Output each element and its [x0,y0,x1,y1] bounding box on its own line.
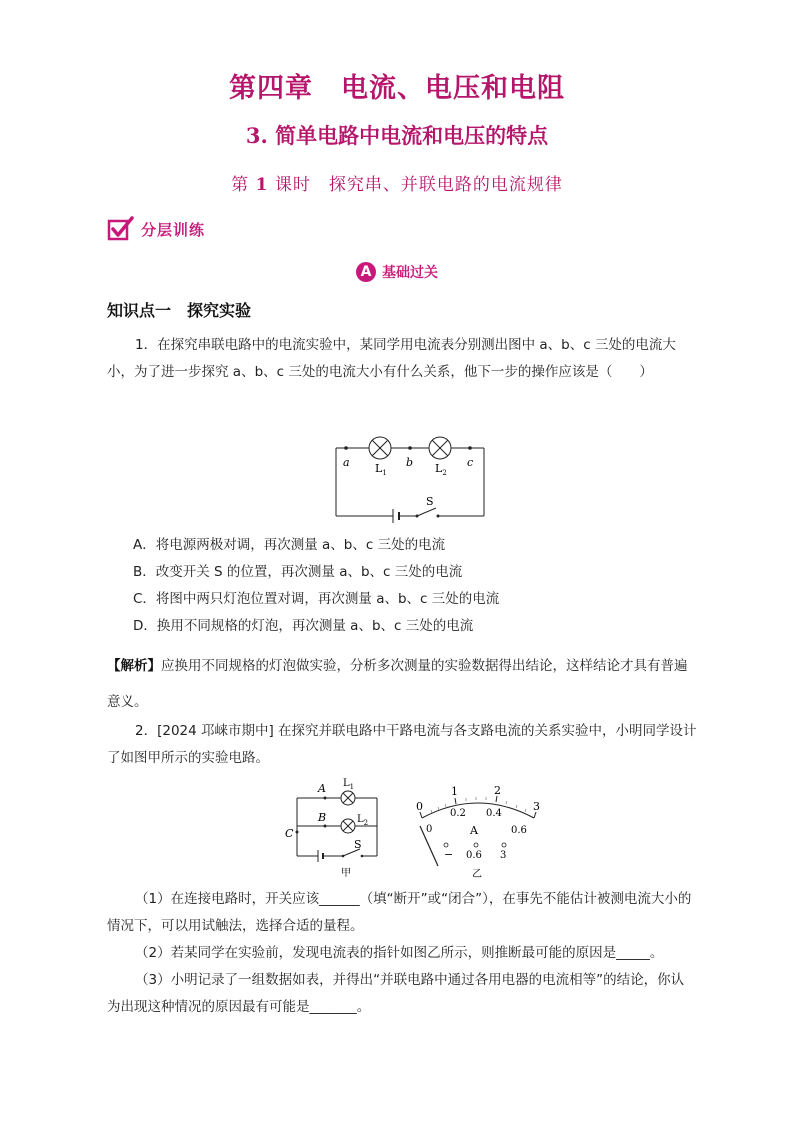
q2-sub2: （2）若某同学在实验前，发现电流表的指针如图乙所示，则推断最可能的原因是_____。 [135,945,664,961]
dial-inner-tick-0: 0 [426,824,433,835]
q2-stem: 2．[2024 邛崃市期中] 在探究并联电路中干路电流与各支路电流的关系实验中，小明同学设计了如图甲所示的实验电路。 [107,723,697,766]
L2-label: $L_2$ [357,814,369,827]
switch-label: S [426,495,434,508]
lamp2-label: $L_2$ [435,462,447,477]
dial-inner-tick-1: 0.2 [450,808,466,819]
level-heading [0,262,794,282]
q1-option-a: A．将电源两极对调，再次测量 a、b、c 三处的电流 [133,537,446,553]
solution-tag: 【解析】 [107,658,161,674]
dial-outer-tick-0: 0 [416,800,423,813]
point-A-label: A [318,782,326,795]
lesson-num: 1 [255,175,269,195]
q2-ammeter-figure [408,778,550,882]
dial-inner-tick-2: 0.4 [486,808,502,819]
q1-option-c: C．将图中两只灯泡位置对调，再次测量 a、b、c 三处的电流 [133,591,500,607]
dial-inner-tick-3: 0.6 [511,825,527,836]
level-label: 基础过关 [382,265,438,281]
q1-series-circuit-figure [320,428,500,528]
level-letter-icon: A [356,262,376,282]
q2-sub3: （3）小明记录了一组数据如表，并得出“并联电路中通过各用电器的电流相等”的结论，你认为出现这种情况的原因最有可能是_______。 [107,972,685,1015]
q2-sub1: （1）在连接电路时，开关应该______（填“断开”或“闭合”），在事先不能估计被测电流大小的情况下，可以用试触法，选择合适的量程。 [107,891,692,934]
solution-text: 应换用不同规格的灯泡做实验，分析多次测量的实验数据得出结论，这样结论才具有普遍意义。 [107,658,688,710]
L1-label: $L_1$ [343,778,355,791]
dial-outer-tick-2: 2 [494,784,501,797]
section-title: 3. 简单电路中电流和电压的特点 [245,123,549,148]
lamp1-label: $L_1$ [375,462,387,477]
q1-option-d: D．换用不同规格的灯泡，再次测量 a、b、c 三处的电流 [133,618,474,634]
dial-outer-tick-3: 3 [533,800,540,813]
terminal-3-label: 3 [500,850,507,861]
q1-option-b: B．改变开关 S 的位置，再次测量 a、b、c 三处的电流 [133,564,463,580]
dial-outer-tick-1: 1 [451,785,458,798]
q2-parallel-circuit-figure [282,770,392,880]
lesson-title [0,170,794,195]
lesson-prefix: 第 [231,175,250,195]
point-a-label: a [343,456,350,469]
q1-stem: 1．在探究串联电路中的电流实验中，某同学用电流表分别测出图中 a、b、c 三处的电流大小，为了进一步探究 a、b、c 三处的电流大小有什么关系，他下一步的操作应该是（ ） [107,337,676,380]
knowledge-point-heading: 知识点一 探究实验 [107,301,252,320]
lesson-rest: 课时 探究串、并联电路的电流规律 [274,175,563,195]
badge-label: 分层训练 [141,220,206,239]
layered-training-badge [107,216,205,242]
checkbox-icon [107,216,135,242]
S-label: S [354,838,362,851]
q1-solution [107,648,697,720]
fig-yi-caption: 乙 [472,869,482,880]
fig-jia-caption: 甲 [341,868,351,879]
minus-terminal-label: − [444,848,454,861]
unit-label: A [470,824,478,837]
chapter-title: 第四章 电流、电压和电阻 [229,73,565,104]
terminal-0.6-label: 0.6 [466,850,482,861]
point-c-label: c [467,456,474,469]
point-b-label: b [406,456,414,469]
point-C-label: C [285,827,294,840]
point-B-label: B [318,811,327,824]
